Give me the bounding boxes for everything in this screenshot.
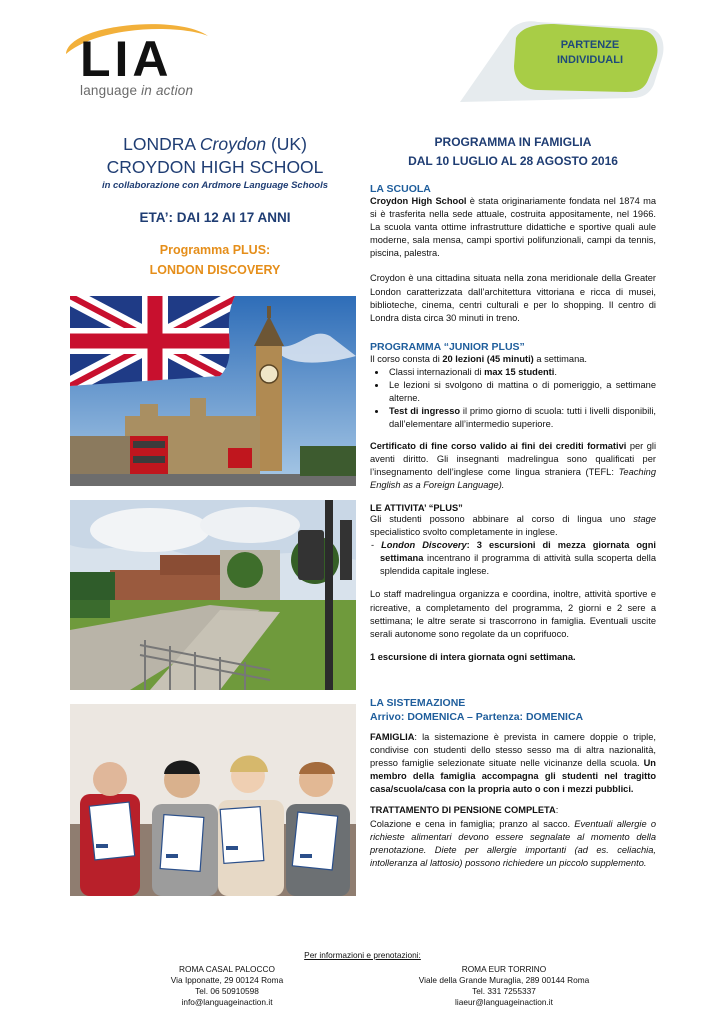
office-address: Via Ipponatte, 29 00124 Roma — [170, 975, 284, 985]
office-eur-torrino — [404, 964, 604, 1008]
plus-program-label: Programma PLUS: — [159, 243, 271, 257]
family-paragraph: FAMIGLIA: la sistemazione è prevista in camere doppie o triple, condivise con studenti dello stesso sesso ma di altra nazionalità, presso famiglie selezionate situate nelle vicinanze della scuola. Un membro della famiglia accompagna gli studenti nel tragitto casa/scuola/casa con la propria auto o con i mezzi pubblici. — [370, 732, 656, 795]
board-paragraph: Colazione e cena in famiglia; pranzo al sacco. Eventuali allergie o richieste alimentari devono essere segnalate al momento della prenotazione. Diete per allergie importanti (ad es. celiachia, intolleranza al lattosio) possono richiedere un piccolo supplemento. — [370, 818, 656, 868]
office-email[interactable]: info@languageinaction.it — [181, 997, 273, 1007]
school-paragraph-1: Croydon High School è stata originariamente fondata nel 1874 ma si è trasferita nella sede attuale, costruita appositamente, nel 1966. La scuola vanta ottime infrastrutture didattiche e sportive quali aule moderne, sala mensa, campi sportivi polifunzionali, campi da tennis, piscina, palestra. — [370, 196, 656, 259]
school-campus-photo — [70, 500, 356, 690]
certificate-paragraph: Certificato di fine corso valido ai fini dei crediti formativi per gli aventi diritto. Gli insegnanti madrelingua sono qualificati per l’insegnamento dell’inglese come lingua straniera (TEFL: Teaching English as a Foreign Language). — [370, 440, 657, 490]
accommodation-section — [370, 697, 656, 870]
plus-program-name: LONDON DISCOVERY — [149, 263, 281, 277]
logo-tagline: language in action — [80, 83, 194, 98]
junior-heading: PROGRAMMA “JUNIOR PLUS” — [370, 341, 525, 353]
plus-activities-paragraph: Gli studenti possono abbinare al corso di lingua uno stage specialistico svolto completamente in inglese. — [370, 513, 656, 538]
london-photo — [70, 296, 356, 486]
london-discovery-item: - London Discovery: 3 escursioni di mezza giornata ogni settimana incentrano il programma di attività sulla scoperta della splendida capitale inglese. — [371, 540, 657, 577]
school-paragraph-2: Croydon è una cittadina situata nella zona meridionale della Greater London caratterizzata dall’architettura vittoriana e ricca di musei, biblioteche, cinema, centri culturali e per lo shopping. Il centro di Londra dista circa 30 minuti in treno. — [370, 273, 656, 323]
footer-heading: Per informazioni e prenotazioni: — [304, 950, 421, 960]
junior-intro: Il corso consta di 20 lezioni (45 minuti) a settimana. — [370, 354, 588, 364]
age-range: ETA’: DAI 12 AI 17 ANNI — [139, 210, 291, 225]
school-heading: LA SCUOLA — [370, 183, 431, 195]
junior-section — [370, 341, 656, 664]
arrival-departure: Arrivo: DOMENICA – Partenza: DOMENICA — [370, 711, 584, 723]
list-item: • Classi internazionali di max 15 studenti. — [387, 366, 656, 379]
program-title: PROGRAMMA IN FAMIGLIA — [434, 135, 592, 149]
board-heading: TRATTAMENTO DI PENSIONE COMPLETA: — [370, 805, 559, 816]
badge-label: PARTENZE INDIVIDUALI — [557, 39, 623, 66]
program-dates: DAL 10 LUGLIO AL 28 AGOSTO 2016 — [408, 154, 618, 168]
full-day-excursion: 1 escursione di intera giornata ogni settimana. — [370, 651, 576, 662]
school-section — [370, 183, 656, 325]
list-item: • Le lezioni si svolgono di mattina o di pomeriggio, a settimane alterne. — [387, 379, 656, 405]
office-email[interactable]: liaeur@languageinaction.it — [455, 997, 553, 1007]
logo-letters: LIA — [80, 31, 173, 87]
office-phone: Tel. 331 7255337 — [472, 986, 536, 996]
accommodation-heading: LA SISTEMAZIONE — [370, 697, 466, 709]
page-title-city: LONDRA Croydon (UK) — [123, 134, 307, 154]
office-name: ROMA EUR TORRINO — [461, 964, 547, 974]
office-phone: Tel. 06 50910598 — [195, 986, 259, 996]
collaboration-note: in collaborazione con Ardmore Language Schools — [101, 180, 329, 191]
staff-paragraph: Lo staff madrelingua organizza e coordina, inoltre, attività sportive e ricreative, a completamento del programma, 2 giorni e 2 sere a settimana; le altre serate si trascorrono in famiglia. Eventuali uscite serali autonome sono regolate da un coprifuoco. — [370, 589, 656, 639]
plus-activities-heading: LE ATTIVITA’ “PLUS” — [370, 502, 463, 513]
page-title-school: CROYDON HIGH SCHOOL — [106, 157, 324, 177]
office-address: Viale della Grande Muraglia, 289 00144 Roma — [418, 975, 590, 985]
junior-bullet-list — [370, 366, 656, 431]
students-certificates-photo — [70, 704, 356, 896]
list-item: • Test di ingresso il primo giorno di scuola: tutti i livelli disponibili, dall’elementare all’intermedio superiore. — [387, 405, 656, 431]
office-name: ROMA CASAL PALOCCO — [179, 964, 275, 974]
office-casal-palocco — [127, 964, 327, 1008]
